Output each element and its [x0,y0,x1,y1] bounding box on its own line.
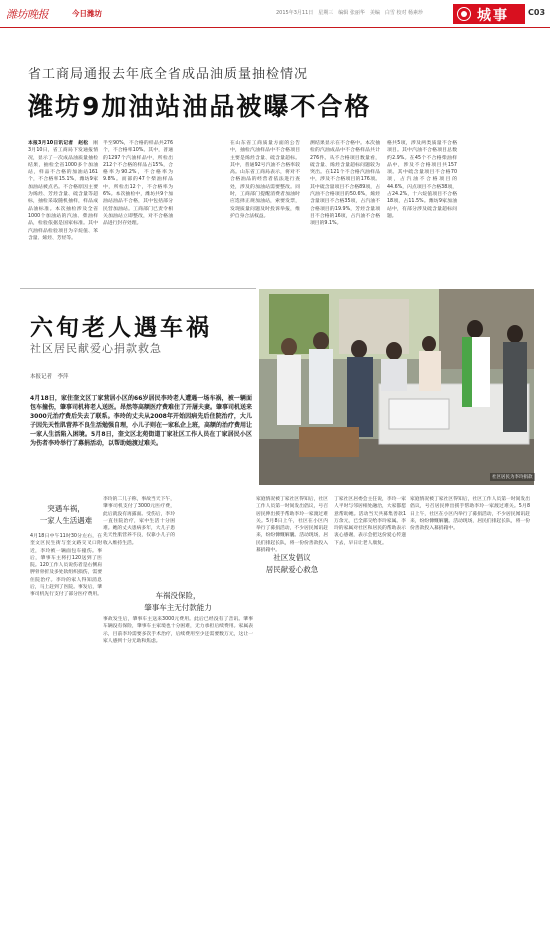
story2-subhead-1 [30,503,102,527]
story2-column-2: 李玲的二儿子称，事故当天下午，肇事司机支付了3000元医疗费，此后就没有再露面。受伤后，李玲一直住院治疗，家中生活十分困难。她的丈夫患病多年，大儿子患先天性肌营养不良，仅靠小儿子的收入维持生活。 [103,497,175,546]
story1-lead-in: 本报3月10日讯记者 赵松 [28,141,94,146]
donation-scene-image [259,289,534,485]
section-badge [453,4,525,24]
story1-column-4: 测结果显示在不合格中。本次抽检的汽油成品中不合格样品共计276件。从不合格项目数量看，硫含量、烯烃含量超标问题较为突出。在121个不合格汽油样品中，涉及不合格项目的176项。其中硫含量项目不合格89项，占汽油不合格项目的50.6%，烯烃含量项目不合格35项，占汽油不合格项目的19.9%，芳烃含量项目不合格的16项，占汽油不合格项目的9.1%。 [310,141,380,227]
story2-lead: 4月18日，家住奎文区丁家营居小区的66岁居民李玲老人遭遇一场车祸，被一辆面包车撞伤，肇事司机将老人送医。昂然等高额医疗费难住了开屠夫妻。肇事司机送来3000元治疗费后失去了联系。李玲的丈夫从2008年开始因病先后住院治疗，大儿子因先天性肌营养不良生活勉强自理，小儿子则在一家私企上班，高额的治疗费用让一家人生活陷入困境。5月8日，奎文区北苑街道丁家社区工作人员在丁家居民小区为伤者李玲举行了募捐活动，以帮助她渡过难关。 [30,395,253,447]
story2-column-4a: 家庭情况被丁家社区得知后，社区工作人员第一时间发出倡议，号召居民伸出援手帮助李玲一家渡过难关。5月8日上午，社区在小区内举行了募捐活动，不少居民闻讯赶来，纷纷慷慨解囊。活动现场，居民们排起长队，将一份份善款投入募捐箱中。 [256,497,328,554]
section-badge-text: 城事 [477,8,509,24]
story2-byline: 本报记者 李萍 [30,374,69,380]
story1-column-2: 半至90%，不合格的样品共276个，不合格率10%。其中，普通的1297个汽油样品中，所检出212个不合格的样品占15%，合格率为90.2%，不合格率为9.8%。而部的47个柴油样品中，所检出12个，不合格率为6%。本次抽检中，潍坊共9个加油站油品不合格，其中包括部分民营加油站。工商部门已责令相关加油站立即整改，对不合格油品进行封存处理。 [103,141,173,227]
header-rule [0,27,550,28]
story2-subhead-3 [256,552,328,576]
story1-kicker: 省工商局通报去年底全省成品油质量抽检情况 [28,67,309,82]
story2-subhead-1-line-1: 突遇车祸， [47,504,85,513]
story2-subhead-3-line-2: 居民献爱心救急 [265,565,319,574]
story2-photo [259,289,534,485]
story-divider [20,288,256,289]
story1-column-3: 在山东省工商质量方面的公告中，抽检汽油样品中不合格项目主要是烯烃含量、硫含量超标。其中，普通92号汽油不合格率较高。山东省工商局表示，将对不合格油品的经营者依法进行查处，涉及的加油站需要整改。同时，工商部门提醒消费者加油时应选择正规加油站，索要发票，发现质量问题及时投诉举报，维护自身合法权益。 [230,141,300,219]
newspaper-logo: 潍坊晚报 [6,8,48,21]
story2-subhead-2 [103,590,253,614]
story2-subheadline: 社区居民献爱心捐款救急 [30,342,162,355]
page-number: C03 [528,8,546,17]
section-name: 今日潍坊 [72,9,102,18]
photo-caption: 社区居民为李玲捐款 [492,475,533,480]
page-header [0,0,550,26]
story2-subhead-1-line-2: 一家人生活遇难 [39,516,93,525]
city-icon [457,7,471,21]
story2-column-5: 丁家社区居委会主任说，李玲一家人平时与邻居相处融洽，大家都愿意帮助她。活动当天共募集善款1万余元，已全部交给李玲家属。李玲的家属对社区和居民的帮助表示衷心感谢，表示会把这份爱心传递下去，早日让老人康复。 [334,497,406,546]
story2-headline: 六旬老人遇车祸 [30,315,212,341]
story2-subhead-2-line-1: 车祸没保险， [155,591,201,600]
story1-column-1 [28,140,98,290]
story1-headline: 潍坊9加油站油品被曝不合格 [28,92,372,121]
story1-column-5: 格共5项，涉及两类质量不合格项目。其中汽油不合格项目总数约2.9%。在45个不合格柴油样品中，涉及不合格项目共157项。其中硫含量项目不合格70项，占汽油不合格项目的44.6%，闪点项目不合格38项，占24.2%，十六烷值项目不合格18项，占11.5%。潍坊9家加油站中，有部分涉及硫含量超标问题。 [387,141,457,219]
story2-subhead-2-line-2: 肇事车主无付款能力 [144,603,212,612]
story2-subhead-3-line-1: 社区发倡议 [273,553,311,562]
story1-column-1-text: 刚3月10日，省工商局下发通报情况，显示了一次成品油质量抽检结果，抽检全省1000多个加油站，样品不合格的加油站161个，不合格率15.1%，潍坊9家加油站被点名。不合格原因主要为烯烃、芳烃含量、硫含量等超标，抽检采取随机抽样，样品成品油标准。本次抽检涉及全省1000个加油站的汽油、柴油样品，检验依据是国家标准。其中汽油样品检验项目为辛烷值、苯含量、烯烃、芳烃等。 [28,141,98,241]
story2-column-6: 家庭情况被丁家社区得知后，社区工作人员第一时间发出倡议，号召居民伸出援手帮助李玲一家渡过难关。5月8日上午，社区在小区内举行了募捐活动，不少居民闻讯赶来，纷纷慷慨解囊。活动现场，居民们排起长队，将一份份善款投入募捐箱中。 [410,497,530,532]
story2-column-1: 4月18日中午11时30分左右，在奎文区民生街与奎文路交叉口附近，李玲被一辆面包车撞伤。事后，肇事车主将打120送到了医院。120工作人员说伤者是右侧肩胛骨骨折及多处软组织损伤，需要住院治疗。李玲的家人得知消息后，马上赶到了医院。事发后，肇事司机先行支付了部分医疗费用。 [30,534,102,598]
dateline: 2015年3月11日 星期三 编辑 张丽华 美编 白雪 校对 杨素珍 [276,10,424,16]
story2-column-3: 事故发生后，肇事车主送来3000元费用。此后已经没有了音讯。肇事车辆没有保险，肇事车主家境也十分困难，无力承担后续费用。家属表示，目前李玲需要多次手术治疗，后续费用至少还需要数万元，这让一家人感到十分无助和焦虑。 [103,617,253,644]
